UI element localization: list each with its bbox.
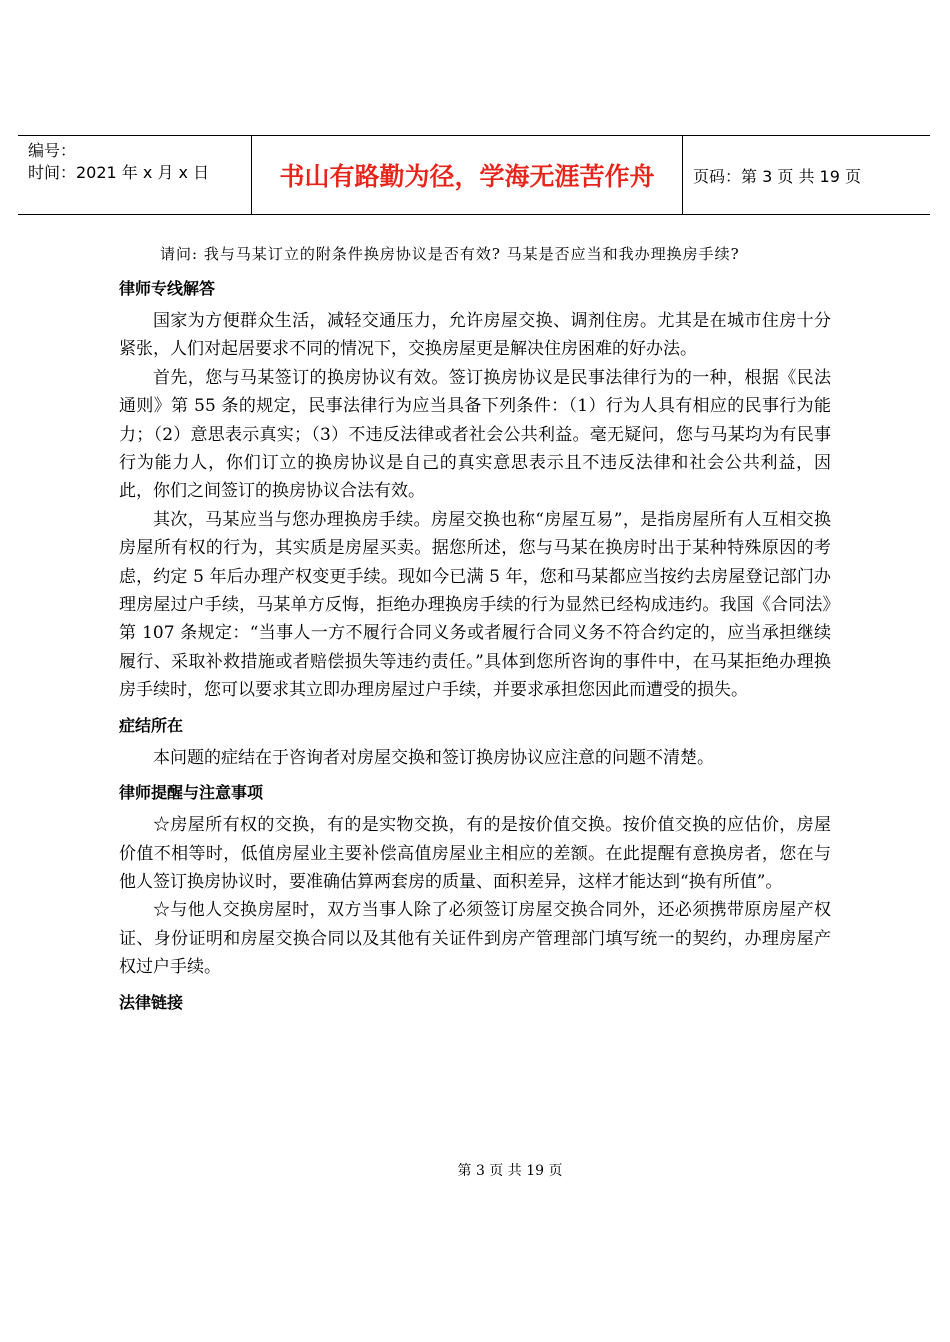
header-page-cell <box>683 136 930 214</box>
section-heading-legal-links: 法律链接 <box>119 992 184 1012</box>
header-page-label: 页码：第 3 页 共 19 页 <box>693 166 861 186</box>
document-body <box>119 240 831 1018</box>
header-meta-cell <box>18 136 252 214</box>
answer-paragraph-2: 首先，您与马某签订的换房协议有效。签订换房协议是民事法律行为的一种，根据《民法通则》第 55 条的规定，民事法律行为应当具备下列条件：（1）行为人具有相应的民事行为能力；（2）意思表示真实；（3）不违反法律或者社会公共利益。毫无疑问，您与马某均为有民事行为能力人，你们订立的换房协议是自己的真实意思表示且不违反法律和社会公共利益，因此，你们之间签订的换房协议合法有效。 <box>119 367 831 502</box>
answer-paragraph-3: 其次，马某应当与您办理换房手续。房屋交换也称“房屋互易”，是指房屋所有人互相交换房屋所有权的行为，其实质是房屋买卖。据您所述，您与马某在换房时出于某种特殊原因的考虑，约定 5 年后办理产权变更手续。现如今已满 5 年，您和马某都应当按约去房屋登记部门办理房屋过户手续，马某单方反悔，拒绝办理换房手续的行为显然已经构成违约。我国《合同法》第 107 条规定：“当事人一方不履行合同义务或者履行合同义务不符合约定的，应当承担继续履行、采取补救措施或者赔偿损失等违约责任。”具体到您所咨询的事件中，在马某拒绝办理换房手续时，您可以要求其立即办理房屋过户手续，并要求承担您因此而遭受的损失。 <box>119 509 831 701</box>
reminder-paragraph-2: ☆与他人交换房屋时，双方当事人除了必须签订房屋交换合同外，还必须携带原房屋产权证、身份证明和房屋交换合同以及其他有关证件到房产管理部门填写统一的契约，办理房屋产权过户手续。 <box>119 900 831 978</box>
question-text: 请问: 我与马某订立的附条件换房协议是否有效? 马某是否应当和我办理换房手续? <box>160 245 740 263</box>
answer-paragraph-1: 国家为方便群众生活，减轻交通压力，允许房屋交换、调剂住房。尤其是在城市住房十分紧张，人们对起居要求不同的情况下，交换房屋更是解决住房困难的好办法。 <box>119 311 831 360</box>
page-footer: 第 3 页 共 19 页 <box>457 1163 563 1179</box>
section-heading-reminders: 律师提醒与注意事项 <box>119 783 264 803</box>
header-motto-cell <box>252 136 683 214</box>
crux-paragraph: 本问题的症结在于咨询者对房屋交换和签订换房协议应注意的问题不清楚。 <box>153 747 714 768</box>
reminder-paragraph-1: ☆房屋所有权的交换，有的是实物交换，有的是按价值交换。按价值交换的应估价，房屋价值不相等时，低值房屋业主要补偿高值房屋业主相应的差额。在此提醒有意换房者，您在与他人签订换房协议时，要准确估算两套房的质量、面积差异，这样才能达到“换有所值”。 <box>119 815 831 892</box>
header-motto: 书山有路勤为径，学海无涯苦作舟 <box>279 162 655 191</box>
document-header <box>18 135 930 215</box>
document-date-label: 时间：2021 年 x 月 x 日 <box>28 163 210 182</box>
section-heading-crux: 症结所在 <box>119 715 184 735</box>
section-heading-answer: 律师专线解答 <box>119 279 216 298</box>
document-number-label: 编号： <box>28 141 77 160</box>
